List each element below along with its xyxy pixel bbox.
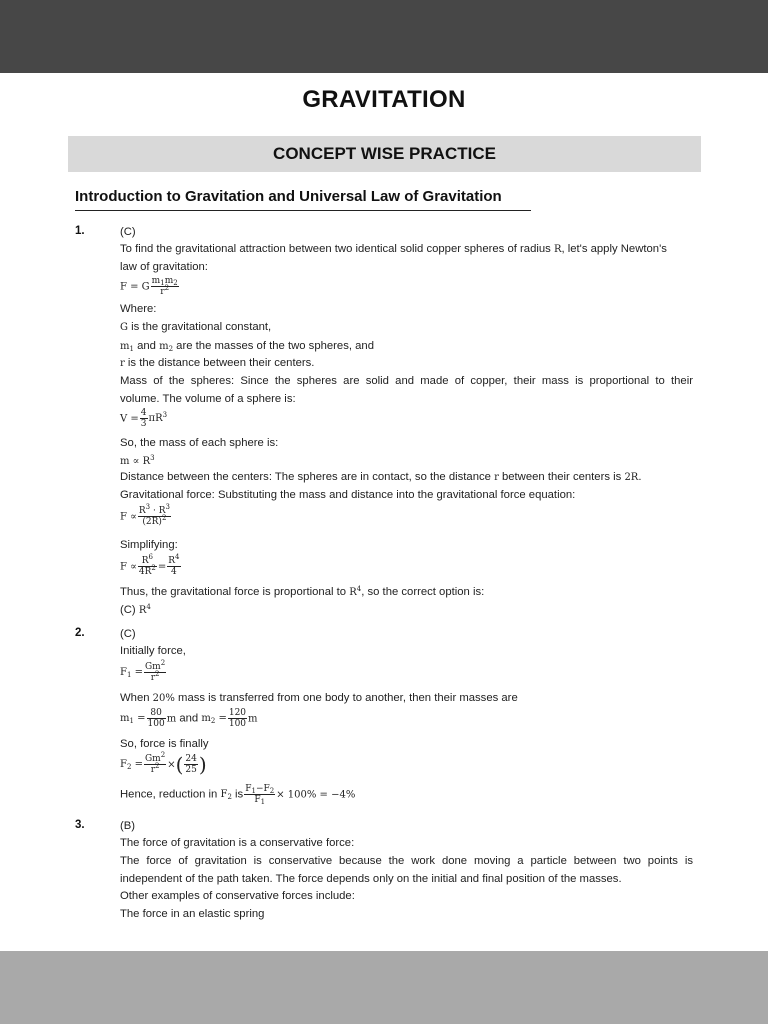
question-2-number: 2.: [75, 627, 85, 639]
q1-distance: Distance between the centers: The spheres are in contact, so the distance r between their centers is 2R.: [120, 471, 642, 483]
question-3-number: 3.: [75, 819, 85, 831]
q3-line1: The force of gravitation is a conservative force:: [120, 837, 355, 849]
concept-banner: CONCEPT WISE PRACTICE: [68, 136, 701, 172]
q1-mass-line2: volume. The volume of a sphere is:: [120, 393, 296, 405]
section-underline: [75, 210, 531, 211]
q1-g-desc: G is the gravitational constant,: [120, 321, 272, 333]
q1-m-desc: $m_1$ and $m_2$ are the masses of the two spheres, and: [120, 340, 374, 353]
q1-mass-line1: Mass of the spheres: Since the spheres are solid and made of copper, their mass is proportional to their: [120, 375, 693, 387]
q1-formula-mass: $m \propto R^3$: [120, 454, 155, 467]
q2-formula-masses: $m_1$ = $\frac{80}{100}$ m and $m_2$ = $\frac{120}{100}$ m: [120, 708, 258, 729]
q2-formula-final: $F_2$ = $\frac{Gm^2}{r^2}$ ×( $\frac{24}{25}$ ): [120, 751, 207, 777]
q1-formula-substitution: F ∝ $\frac{R^3 \cdot R^3}{(2R)^2}$: [120, 503, 170, 527]
q1-formula-simplified: F ∝ $\frac{R^6}{4R^2}$ = $\frac{R^4}{4}$: [120, 553, 180, 577]
q3-line4: Other examples of conservative forces include:: [120, 890, 355, 902]
q3-line5: The force in an elastic spring: [120, 908, 265, 920]
q2-initially: Initially force,: [120, 645, 186, 657]
q2-reduction: Hence, reduction in $F_2$ is $\frac{F_1-F_2}{F_1}$ × 100% = −4%: [120, 784, 356, 806]
top-dark-band: [0, 0, 768, 73]
q1-formula-volume: V = $\frac{4}{3}$ $\pi R^3$: [120, 408, 168, 429]
q2-so-force: So, force is finally: [120, 738, 209, 750]
q1-formula-newton: F = G $\frac{m_1m_2}{r^2}$: [120, 276, 178, 297]
q1-so-mass: So, the mass of each sphere is:: [120, 437, 279, 449]
q2-when: When 20% mass is transferred from one body to another, then their masses are: [120, 692, 518, 704]
q1-r-desc: r is the distance between their centers.: [120, 357, 315, 369]
q3-line3: independent of the path taken. The force depends only on the initial and final position of the masses.: [120, 873, 622, 885]
q3-line2: The force of gravitation is conservative because the work done moving a particle between two points is: [120, 855, 693, 867]
q1-final-answer: (C) $R^4$: [120, 603, 151, 616]
q1-thus: Thus, the gravitational force is proportional to $R^4$, so the correct option is:: [120, 585, 485, 598]
q2-answer: (C): [120, 628, 136, 640]
bottom-gray-band: [0, 951, 768, 1024]
page-title: GRAVITATION: [302, 86, 466, 113]
q1-intro-line2: law of gravitation:: [120, 261, 208, 273]
q3-answer: (B): [120, 820, 136, 832]
question-1-number: 1.: [75, 225, 85, 237]
section-heading: Introduction to Gravitation and Universal Law of Gravitation: [75, 188, 502, 205]
q1-where: Where:: [120, 303, 157, 315]
q1-grav-force: Gravitational force: Substituting the mass and distance into the gravitational force equation:: [120, 489, 576, 501]
q2-formula-initial: $F_1$ = $\frac{Gm^2}{r^2}$: [120, 659, 166, 683]
q1-simplifying: Simplifying:: [120, 539, 178, 551]
q1-answer: (C): [120, 226, 136, 238]
q1-intro: To find the gravitational attraction between two identical solid copper spheres of radius R, let's apply Newton's: [120, 243, 667, 255]
